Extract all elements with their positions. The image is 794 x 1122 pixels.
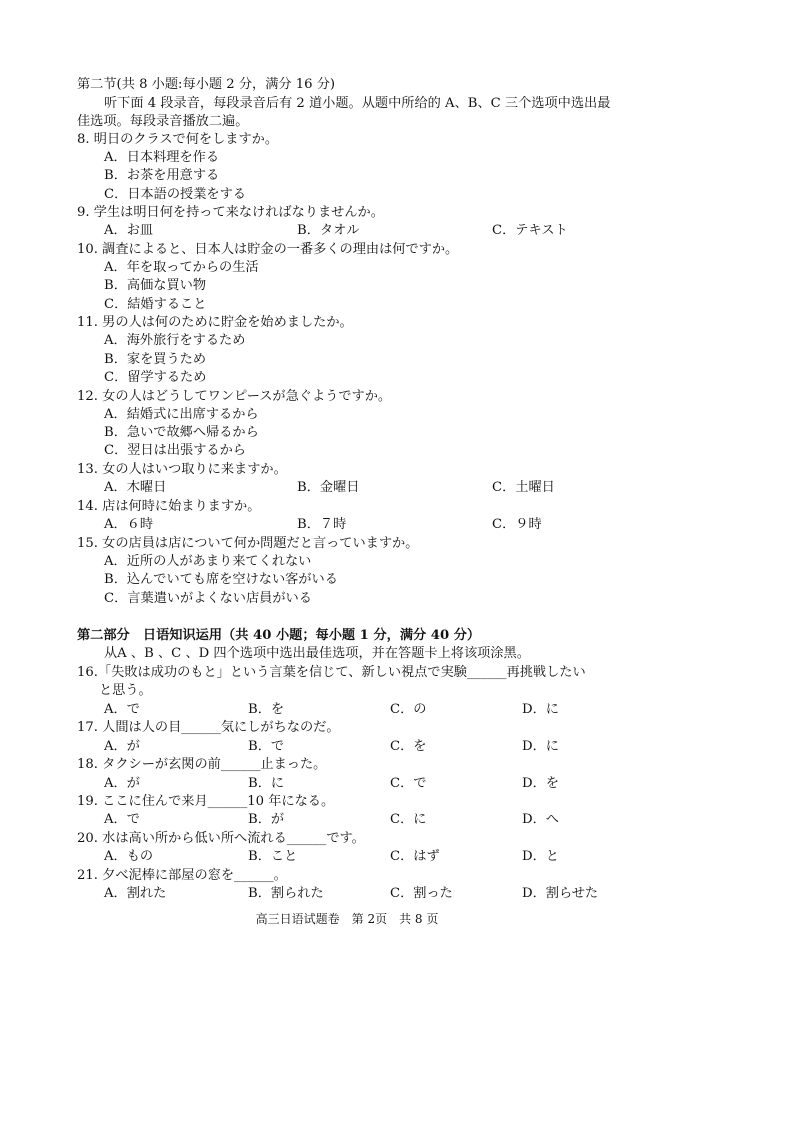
section-instructions: 听下面 4 段录音，每段录音后有 2 道小题。从题中所给的 A、B、C 三个选项中选出最 — [104, 96, 611, 111]
option-20c: C．はず — [390, 849, 440, 864]
option-20b: B．こと — [248, 849, 298, 864]
option-8a: A．日本料理を作る — [104, 150, 220, 165]
option-21a: A．割れた — [104, 886, 167, 901]
option-8b: B．お茶を用意する — [104, 168, 220, 183]
option-10b: B．高価な買い物 — [104, 278, 207, 293]
option-16b: B．を — [248, 702, 285, 717]
section-header: 第二节(共 8 小题:每小题 2 分，满分 16 分) — [77, 77, 336, 92]
question-12: 12. 女の人はどうしてワンピースが急ぐようですか。 — [77, 389, 392, 404]
option-13b: B．金曜日 — [297, 480, 360, 495]
question-17: 17. 人間は人の目______気にしがちなのだ。 — [77, 720, 340, 735]
question-21: 21. 夕べ泥棒に部屋の窓を______。 — [77, 868, 287, 883]
option-20d: D．と — [522, 849, 559, 864]
option-11b: B．家を買うため — [104, 352, 207, 367]
option-19d: D．へ — [522, 812, 559, 827]
question-18: 18. タクシーが玄関の前______止まった。 — [77, 757, 327, 772]
option-19c: C．に — [390, 812, 427, 827]
option-18a: A．が — [104, 776, 140, 791]
option-9a: A．お皿 — [104, 223, 154, 238]
option-11c: C．留学するため — [104, 370, 207, 385]
option-14c: C．９時 — [492, 517, 542, 532]
option-16a: A．で — [104, 702, 140, 717]
option-21d: D．割らせた — [522, 886, 599, 901]
option-10a: A．年を取ってからの生活 — [104, 260, 259, 275]
option-18d: D．を — [522, 776, 559, 791]
question-9: 9. 学生は明日何を持って来なければなりませんか。 — [77, 205, 384, 220]
option-21b: B．割られた — [248, 886, 324, 901]
option-14a: A．６時 — [104, 517, 154, 532]
question-10: 10. 調査によると、日本人は貯金の一番多くの理由は何ですか。 — [77, 242, 459, 257]
question-16-cont: と思う。 — [99, 683, 152, 698]
option-12a: A．結婚式に出席するから — [104, 407, 259, 422]
option-8c: C．日本語の授業をする — [104, 187, 246, 202]
option-13a: A．木曜日 — [104, 480, 167, 495]
page-footer: 高三日语试题卷 第 2页 共 8 页 — [255, 912, 439, 926]
option-19a: A．で — [104, 812, 140, 827]
option-17b: B．で — [248, 739, 285, 754]
option-11a: A．海外旅行をするため — [104, 333, 246, 348]
question-8: 8. 明日のクラスで何をしますか。 — [77, 132, 279, 147]
option-14b: B．７時 — [297, 517, 347, 532]
question-13: 13. 女の人はいつ取りに来ますか。 — [77, 462, 287, 477]
section-instructions-cont: 佳选项。每段录音播放二遍。 — [77, 114, 249, 129]
option-16d: D．に — [522, 702, 559, 717]
option-21c: C．割った — [390, 886, 453, 901]
option-15b: B．込んでいても席を空けない客がいる — [104, 572, 338, 587]
option-19b: B．が — [248, 812, 285, 827]
option-13c: C．土曜日 — [492, 480, 555, 495]
option-12b: B．急いで故郷へ帰るから — [104, 425, 259, 440]
option-18b: B．に — [248, 776, 285, 791]
question-15: 15. 女の店員は店について何か問題だと言っていますか。 — [77, 536, 419, 551]
part-header: 第二部分 日语知识运用（共 40 小题；每小题 1 分，满分 40 分） — [77, 628, 481, 643]
part-instructions: 从A 、B 、C 、D 四个选项中选出最佳选项，并在答题卡上将该项涂黑。 — [104, 646, 530, 661]
option-15c: C．言葉遣いがよくない店員がいる — [104, 591, 312, 606]
question-16: 16.「失敗は成功のもと」という言葉を信じて、新しい視点で実験______再挑戦したい — [77, 665, 586, 680]
question-14: 14. 店は何時に始まりますか。 — [77, 499, 261, 514]
option-12c: C．翌日は出張するから — [104, 443, 246, 458]
option-18c: C．で — [390, 776, 427, 791]
option-17a: A．が — [104, 739, 140, 754]
question-19: 19. ここに住んで来月______10 年になる。 — [77, 794, 335, 809]
option-20a: A．もの — [104, 849, 154, 864]
option-10c: C．結婚すること — [104, 297, 207, 312]
question-20: 20. 水は高い所から低い所へ流れる______です。 — [77, 831, 365, 846]
option-17d: D．に — [522, 739, 559, 754]
option-16c: C．の — [390, 702, 427, 717]
option-9c: C．テキスト — [492, 223, 568, 238]
option-15a: A．近所の人があまり来てくれない — [104, 554, 312, 569]
question-11: 11. 男の人は何のために貯金を始めましたか。 — [77, 315, 353, 330]
option-9b: B．タオル — [297, 223, 360, 238]
option-17c: C．を — [390, 739, 427, 754]
